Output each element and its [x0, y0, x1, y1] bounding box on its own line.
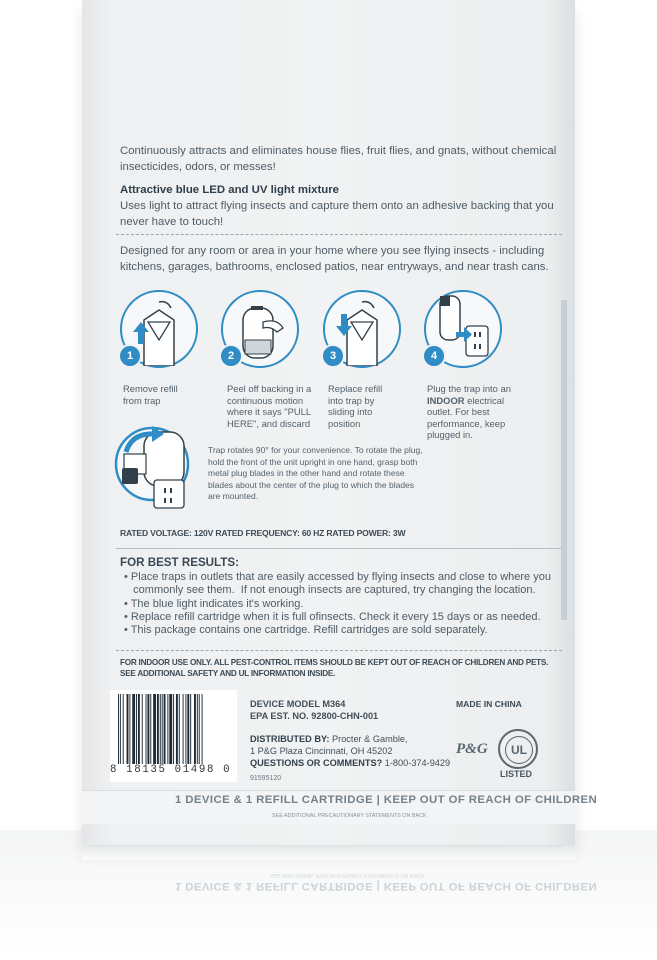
- divider: [116, 234, 562, 235]
- feature-body: Uses light to attract flying insects and capture them onto an adhesive backing that you never have to touch!: [120, 200, 554, 228]
- pg-logo: P&G: [456, 741, 488, 757]
- package-code: 91595120: [250, 775, 282, 782]
- rotate-plug-icon: [114, 424, 200, 510]
- reflected-package-sub-text: SEE ADDITIONAL PRECAUTIONARY STATEMENTS ON BACK: [270, 872, 425, 878]
- barcode-bars: [118, 694, 229, 764]
- list-item: • Replace refill cartridge when it is full ofinsects. Check it every 15 days or as needed.: [124, 610, 541, 623]
- refill-remove-icon: [120, 290, 198, 368]
- barcode-bar: [169, 694, 172, 764]
- barcode-bar: [127, 694, 129, 764]
- plug-into-outlet-icon: [424, 290, 502, 368]
- barcode-bar: [153, 694, 156, 764]
- divider: [116, 548, 562, 549]
- barcode-bar: [132, 694, 135, 764]
- best-results-heading: FOR BEST RESULTS:: [120, 556, 239, 569]
- step-4: [421, 290, 505, 368]
- barcode-bar: [183, 694, 184, 764]
- barcode-bar: [123, 694, 124, 764]
- rotate-instructions: Trap rotates 90° for your convenience. To rotate the plug, hold the front of the unit upright in one hand, grasp both metal plug blades in the other hand and rotate these blades about the center of the plug to which the blades are mounted.: [208, 445, 423, 501]
- barcode-bar: [146, 694, 147, 764]
- barcode-bar: [176, 694, 178, 764]
- package-sub-text: SEE ADDITIONAL PRECAUTIONARY STATEMENTS ON BACK: [272, 813, 427, 819]
- ul-logo: UL: [498, 729, 538, 769]
- barcode-bar: [199, 694, 200, 764]
- barcode-bar: [120, 694, 121, 764]
- barcode-bar: [173, 694, 174, 764]
- barcode-bar: [179, 694, 180, 764]
- barcode-bar: [162, 694, 163, 764]
- barcode-bar: [138, 694, 140, 764]
- intro-text: Continuously attracts and eliminates house flies, fruit flies, and gnats, without chemical insecticides, odors, or messes!: [120, 145, 557, 173]
- step-number: 2: [219, 344, 243, 368]
- barcode-bar: [136, 694, 137, 764]
- questions-line: QUESTIONS OR COMMENTS? 1-800-374-9429: [250, 758, 451, 768]
- epa-number: EPA EST. NO. 92800-CHN-001: [250, 711, 379, 721]
- box-reflection-edge: [82, 846, 575, 860]
- list-item: commonly see them. If not enough insects are captured, try changing the location.: [124, 584, 536, 597]
- made-in-label: MADE IN CHINA: [456, 699, 522, 709]
- package-contents-text: 1 DEVICE & 1 REFILL CARTRIDGE | KEEP OUT OF REACH OF CHILDREN: [175, 794, 598, 806]
- feature-heading: Attractive blue LED and UV light mixture: [120, 184, 339, 196]
- step-caption: Plug the trap into an INDOOR electrical outlet. For best performance, keep plugged in.: [427, 383, 511, 440]
- barcode-bar: [187, 694, 189, 764]
- best-results-list: [124, 571, 554, 637]
- barcode-bar: [157, 694, 159, 764]
- list-item: • Place traps in outlets that are easily accessed by flying insects and close to where you: [124, 571, 551, 583]
- barcode-bar: [129, 694, 130, 764]
- step-caption: Peel off backing in a continuous motion where it says "PULL HERE", and discard: [227, 383, 312, 429]
- barcode-bar: [167, 694, 168, 764]
- designed-for-text: Designed for any room or area in your home where you see flying insects - including kitchens, garages, bathrooms, enclosed patios, near entryways, and near trash cans.: [120, 245, 549, 273]
- barcode-bar: [202, 694, 203, 764]
- barcode-bar: [118, 694, 119, 764]
- barcode: [110, 690, 237, 782]
- safety-warning: FOR INDOOR USE ONLY. ALL PEST-CONTROL ITEMS SHOULD BE KEPT OUT OF REACH OF CHILDREN AND PETS. SEE ADDITIONAL SAFETY AND UL INFORMATION INSIDE.: [120, 658, 549, 678]
- barcode-bar: [194, 694, 196, 764]
- step-number: 3: [321, 344, 345, 368]
- step-caption: Replace refill into trap by sliding into position: [328, 383, 383, 429]
- peel-backing-icon: [221, 290, 299, 368]
- step-2: [218, 290, 302, 368]
- list-item: • This package contains one cartridge. Refill cartridges are sold separately.: [124, 624, 488, 637]
- step-caption: Remove refill from trap: [123, 383, 178, 406]
- refill-insert-icon: [323, 290, 401, 368]
- divider: [116, 650, 562, 651]
- electrical-specs: RATED VOLTAGE: 120V RATED FREQUENCY: 60 HZ RATED POWER: 3W: [120, 528, 406, 538]
- barcode-bar: [150, 694, 151, 764]
- ul-listed-label: LISTED: [500, 769, 533, 779]
- barcode-bar: [190, 694, 191, 764]
- barcode-bar: [142, 694, 143, 764]
- barcode-bar: [185, 694, 186, 764]
- step-number: 4: [422, 344, 446, 368]
- barcode-bar: [147, 694, 149, 764]
- step-3: [320, 290, 404, 368]
- distributor-address: 1 P&G Plaza Cincinnati, OH 45202: [250, 746, 393, 756]
- step-1: [117, 290, 201, 368]
- step-number: 1: [118, 344, 142, 368]
- reflected-package-text: 1 DEVICE & 1 REFILL CARTRIDGE | KEEP OUT OF REACH OF CHILDREN: [175, 880, 598, 892]
- barcode-bar: [197, 694, 198, 764]
- barcode-number: 8 18135 01498 0: [110, 764, 232, 776]
- barcode-bar: [160, 694, 161, 764]
- list-item: • The blue light indicates it's working.: [124, 597, 304, 610]
- distributor: DISTRIBUTED BY: Procter & Gamble,: [250, 734, 408, 744]
- barcode-bar: [164, 694, 166, 764]
- device-model: DEVICE MODEL M364: [250, 699, 346, 709]
- box-side-edge: [561, 300, 567, 620]
